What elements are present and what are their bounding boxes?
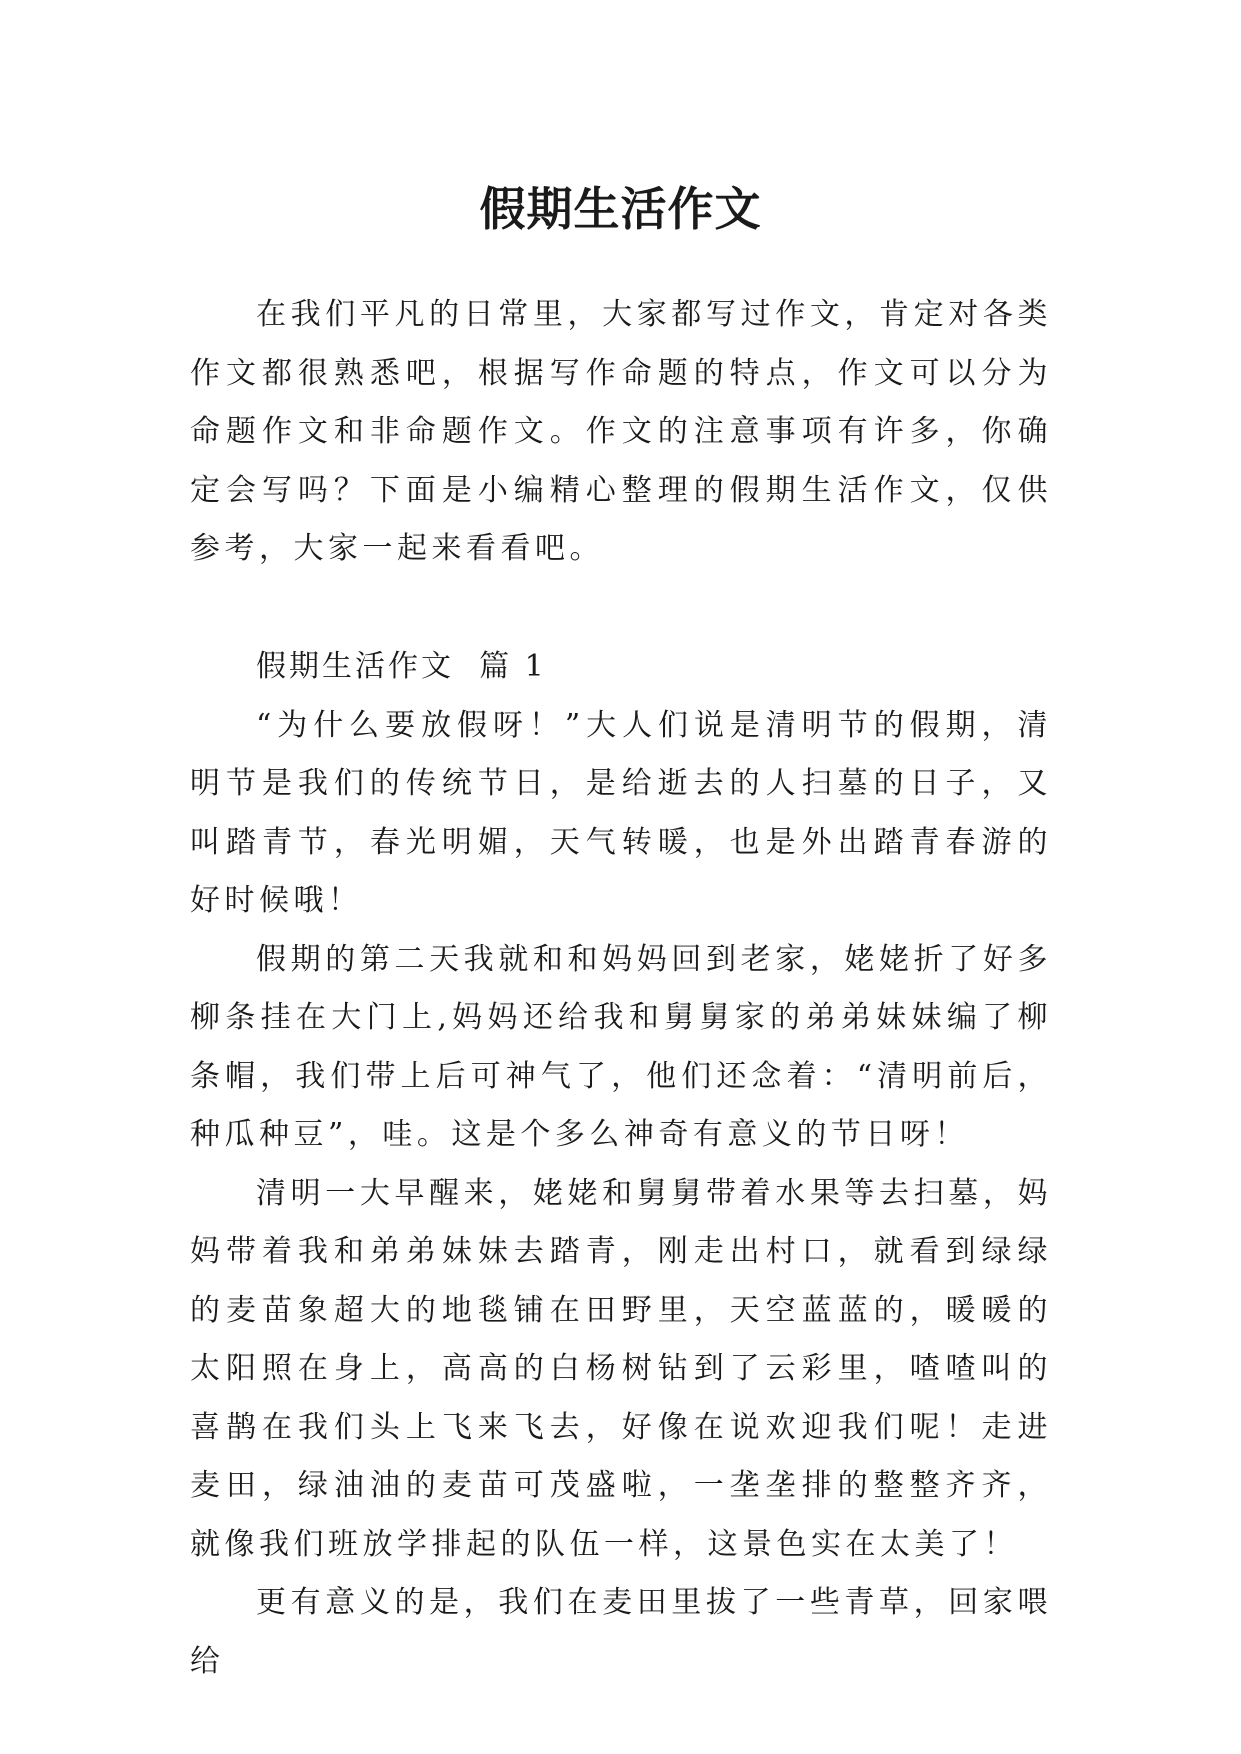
essay-paragraph: 假期的第二天我就和和妈妈回到老家，姥姥折了好多柳条挂在大门上,妈妈还给我和舅舅家的弟弟妹妹编了柳条帽，我们带上后可神气了，他们还念着：“清明前后，种瓜种豆”，哇。这是个多么神奇有意义的节日呀！: [190, 941, 1052, 1152]
intro-paragraph: 在我们平凡的日常里，大家都写过作文，肯定对各类作文都很熟悉吧，根据写作命题的特点，作文可以分为命题作文和非命题作文。作文的注意事项有许多，你确定会写吗？下面是小编精心整理的假期生活作文，仅供参考，大家一起来看看吧。: [190, 297, 1052, 566]
essay-section: [190, 638, 1052, 1691]
intro-block: [190, 286, 1052, 579]
page-title: 假期生活作文: [479, 181, 762, 236]
section-heading: 假期生活作文 篇 1: [256, 649, 547, 684]
essay-paragraph: 更有意义的是，我们在麦田里拔了一些青草，回家喂给: [190, 1585, 1052, 1679]
essay-paragraph: “为什么要放假呀！”大人们说是清明节的假期，清明节是我们的传统节日，是给逝去的人扫墓的日子，又叫踏青节，春光明媚，天气转暖，也是外出踏青春游的好时候哦！: [190, 707, 1052, 918]
essay-paragraph: 清明一大早醒来，姥姥和舅舅带着水果等去扫墓，妈妈带着我和弟弟妹妹去踏青，刚走出村口，就看到绿绿的麦苗象超大的地毯铺在田野里，天空蓝蓝的，暖暖的太阳照在身上，高高的白杨树钻到了云彩里，喳喳叫的喜鹊在我们头上飞来飞去，好像在说欢迎我们呢！走进麦田，绿油油的麦苗可茂盛啦，一垄垄排的整整齐齐，就像我们班放学排起的队伍一样，这景色实在太美了！: [190, 1175, 1052, 1562]
